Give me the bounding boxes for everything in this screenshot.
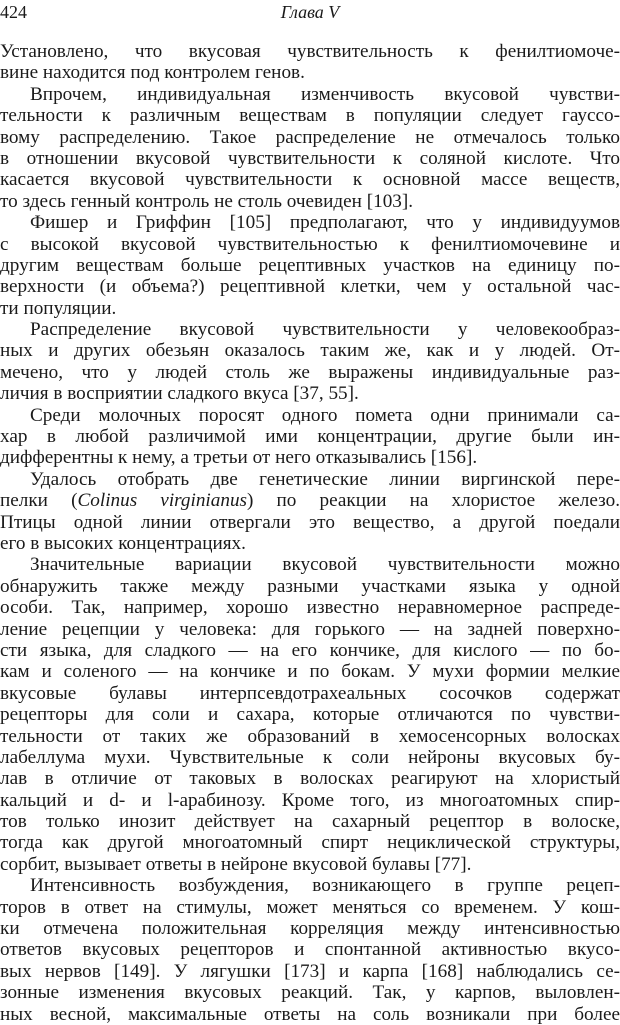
text-line: другим веществам больше рецептивных участков на единицу по-: [0, 254, 620, 276]
page-header: [0, 2, 620, 28]
text-line: Интенсивность возбуждения, возникающего в группе рецеп-: [30, 875, 620, 897]
text-line: зонные изменения вкусовых реакций. Так, у карпов, выловлен-: [0, 982, 620, 1004]
text-line: обнаружить также между разными участками языка у одной: [0, 575, 620, 597]
text-line: в отношении вкусовой чувствительности к соляной кислоте. Что: [0, 147, 620, 169]
text-line: Впрочем, индивидуальная изменчивость вкусовой чувстви-: [30, 83, 620, 105]
text-line: лав в отличие от таковых в волосках реагируют на хлористый: [0, 768, 620, 790]
text-line: Значительные вариации вкусовой чувствительности можно: [30, 554, 620, 576]
text-line: особи. Так, например, хорошо известно неравномерное распреде-: [0, 597, 620, 619]
paragraph: [0, 875, 620, 1025]
text-line: касается вкусовой чувствительности к основной массе веществ,: [0, 169, 620, 191]
text-line: вых нервов [149]. У лягушки [173] и карпа [168] наблюдались се-: [0, 960, 620, 982]
text-line: ных и других обезьян оказалось таким же, как и у людей. От-: [0, 340, 620, 362]
text-line: рецепторы для соли и сахара, которые отличаются по чувстви-: [0, 704, 620, 726]
text-line: сорбит, вызывает ответы в нейроне вкусовой булавы [77].: [0, 853, 472, 875]
text-line: кам и соленого — на кончике и по бокам. У мухи формии мелкие: [0, 661, 620, 683]
paragraph: [0, 84, 620, 212]
text-line: ных весной, максимальные ответы на соль возникали при более: [0, 1003, 620, 1025]
text-line: ти популяции.: [0, 297, 117, 319]
text-line: кальций и d- и l-арабинозу. Кроме того, из многоатомных спир-: [0, 789, 620, 811]
text-line: дифферентны к нему, а третьи от него отказывались [156].: [0, 447, 478, 469]
paragraph: [0, 319, 620, 405]
text-line: тельности от таких же образований в хемосенсорных волосках: [0, 725, 620, 747]
text-line: хар в любой различимой ими концентрации, другие были ин-: [0, 426, 620, 448]
paragraph: [0, 41, 620, 84]
text-line: то здесь генный контроль не столь очевиден [103].: [0, 190, 414, 212]
text-line: Птицы одной линии отвергали это вещество, а другой поедали: [0, 511, 620, 533]
paragraph: [0, 554, 620, 875]
text-line: сти языка, для сладкого — на его кончике, для кислого — по бо-: [0, 639, 620, 661]
body-text: [0, 41, 620, 1025]
text-line: торов в ответ на стимулы, может меняться со временем. У кош-: [0, 896, 620, 918]
text-line: Установлено, что вкусовая чувствительность к фенилтиомоче-: [0, 41, 620, 62]
text-line: лабеллума мухи. Чувствительные к соли нейроны вкусовых бу-: [0, 746, 620, 768]
text-line: Среди молочных поросят одного помета одни принимали са-: [30, 404, 620, 426]
paragraph: [0, 469, 620, 555]
text-line: тов только инозит действует на сахарный рецептор в волоске,: [0, 811, 620, 833]
text-line: ление рецепции у человека: для горького — на задней поверхно-: [0, 618, 620, 640]
text-line: Фишер и Гриффин [105] предполагают, что у индивидуумов: [30, 212, 620, 234]
paragraph: [0, 405, 620, 469]
text-line: личия в восприятии сладкого вкуса [37, 55].: [0, 383, 359, 405]
text-line: тельности к различным веществам в популяции следует гауссо-: [0, 105, 620, 127]
text-line: вине находится под контролем генов.: [0, 62, 305, 84]
paragraph: [0, 212, 620, 319]
text-line: мечено, что у людей столь же выражены индивидуальные раз-: [0, 361, 620, 383]
running-title: Глава V: [280, 2, 340, 22]
text-line: вому распределению. Такое распределение не отмечалось только: [0, 126, 620, 148]
text-line: ответов вкусовых рецепторов и спонтанной активностью вкусо-: [0, 939, 620, 961]
text-line: вкусовые булавы интерпсевдотрахеальных сосочков содержат: [0, 682, 620, 704]
text-line: Распределение вкусовой чувствительности у человекообраз-: [30, 319, 620, 341]
text-line: тогда как другой многоатомный спирт нециклической структуры,: [0, 832, 620, 854]
page-number: 424: [0, 2, 27, 22]
text-line: его в высоких концентрациях.: [0, 532, 246, 554]
text-line: верхности (и объема?) рецептивной клетки, чем у остальной час-: [0, 276, 620, 298]
text-line: Удалось отобрать две генетические линии виргинской пере-: [30, 468, 620, 490]
text-line: пелки (Colinus virginianus) по реакции на хлористое железо.: [0, 490, 620, 512]
text-line: ки отмечена положительная корреляция между интенсивностью: [0, 918, 620, 940]
text-line: с высокой вкусовой чувствительностью к фенилтиомочевине и: [0, 233, 620, 255]
